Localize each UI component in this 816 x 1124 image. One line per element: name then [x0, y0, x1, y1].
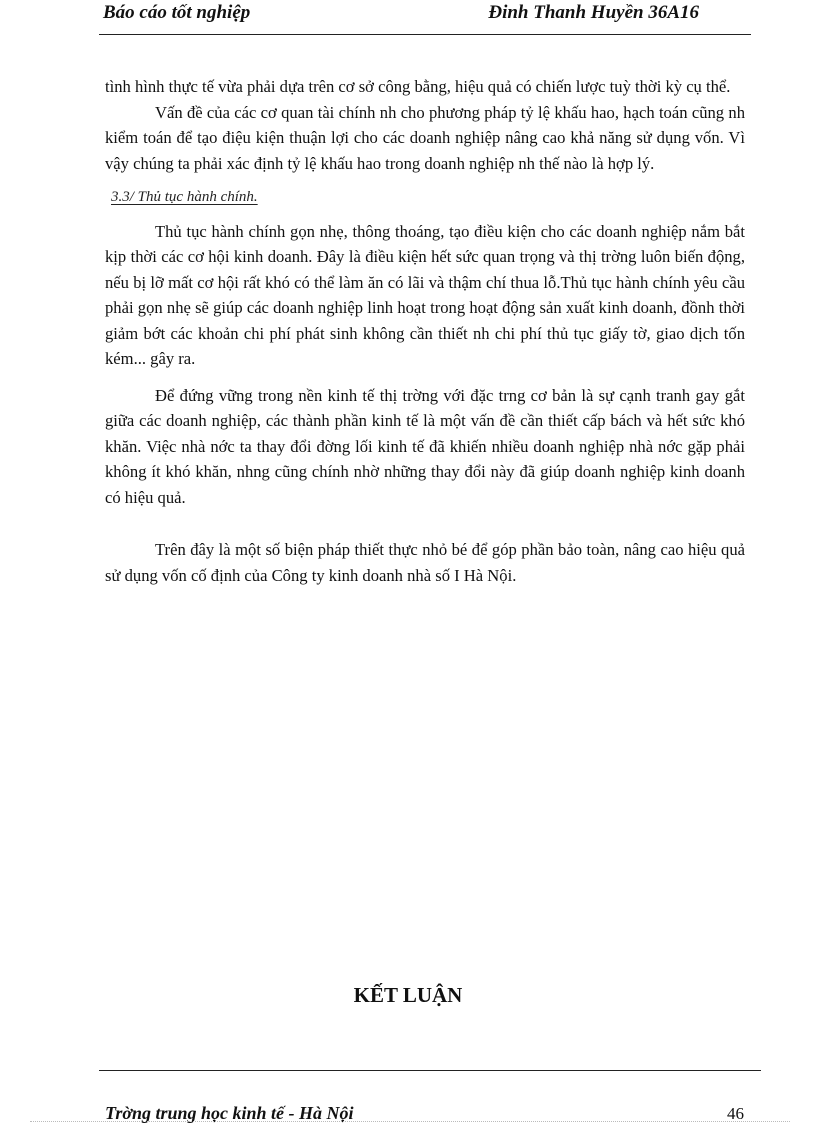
section-heading: 3.3/ Thủ tục hành chính.	[111, 189, 258, 205]
footer-divider	[99, 1070, 761, 1071]
paragraph-summary: Trên đây là một số biện pháp thiết thực nhỏ bé để góp phần bảo toàn, nâng cao hiệu quả sử dụng vốn cố định của Công ty kinh doanh nhà số I Hà Nội.	[105, 540, 745, 585]
paragraph-continuation: tình hình thực tế vừa phải dựa trên cơ sở công bằng, hiệu quả có chiến lược tuỳ thời kỳ cụ thể.	[105, 77, 731, 96]
paragraph-market-economy: Để đứng vững trong nền kinh tế thị trờng với đặc trng cơ bản là sự cạnh tranh gay gắt giữa các doanh nghiệp, các thành phần kinh tế là một vấn đề cần thiết cấp bách và hết sức khó khăn. Việc nhà nớc ta thay đổi đờng lối kinh tế đã khiến nhiều doanh nghiệp nhà nớc gặp phải không ít khó khăn, nhng cũng chính nhờ những thay đổi này đã giúp doanh nghiệp kinh doanh có hiệu quả.	[105, 385, 745, 507]
footer-school: Trờng trung học kinh tế - Hà Nội	[105, 1103, 354, 1123]
page-break-line	[30, 1121, 790, 1122]
paragraph-admin-procedures: Thủ tục hành chính gọn nhẹ, thông thoáng, tạo điều kiện cho các doanh nghiệp nắm bắt kịp thời các cơ hội kinh doanh. Đây là điều kiện hết sức quan trọng và thị trờng luôn biến động, nếu bị lỡ mất cơ hội rất khó có thể làm ăn có lãi và thậm chí thua lỗ.Thủ tục hành chính yêu cầu phải gọn nhẹ sẽ giúp các doanh nghiệp linh hoạt trong hoạt động sản xuất kinh doanh, đồnh thời giảm bớt các khoản chi phí phát sinh không cần thiết nh chi phí thủ tục giấy tờ, giao dịch tốn kém... gây ra.	[105, 221, 745, 368]
header-author: Đinh Thanh Huyền 36A16	[488, 2, 699, 23]
conclusion-heading: KẾT LUẬN	[353, 983, 463, 1007]
header-report-title: Báo cáo tốt nghiệp	[103, 2, 251, 23]
page-header	[99, 0, 751, 35]
document-body	[105, 74, 745, 588]
paragraph-depreciation: Vấn đề của các cơ quan tài chính nh cho phương pháp tỷ lệ khấu hao, hạch toán cũng nh kiểm toán để tạo điệu kiện thuận lợi cho các doanh nghiệp nâng cao khả năng sử dụng vốn. Vì vậy chúng ta phải xác định tỷ lệ khấu hao trong doanh nghiệp nh thế nào là hợp lý.	[105, 102, 745, 173]
page-number: 46	[727, 1104, 744, 1123]
